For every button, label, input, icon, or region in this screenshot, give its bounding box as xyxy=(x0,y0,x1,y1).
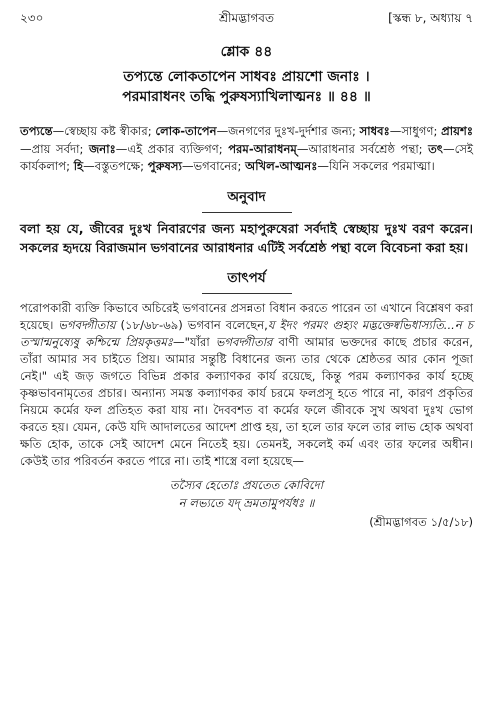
synonym-word: হি xyxy=(73,159,84,173)
purport-text-part: —"যাঁরা xyxy=(173,334,216,349)
synonym-item xyxy=(155,124,359,138)
running-header xyxy=(20,6,473,28)
word-for-word-synonyms xyxy=(20,123,473,176)
synonym-item xyxy=(74,159,148,173)
quote-line-1: তস্যৈব হেতোঃ প্রযতেত কোবিদো xyxy=(169,477,324,492)
synonym-word: পুরুষস্য xyxy=(147,159,182,173)
running-title: শ্রীমদ্ভাগবত xyxy=(218,11,274,25)
purport-text-part: (১৮/৬৮-৬৯) ভগবান বলেছেন, xyxy=(115,317,268,332)
verse-number: শ্লোক ৪৪ xyxy=(220,44,273,60)
translation-text: বলা হয় যে, জীবের দুঃখ নিবারণের জন্য মহাপুরুষেরা সর্বদাই স্বেচ্ছায় দুঃখ বরণ করেন। সকলের হৃদয়ে বিরাজমান ভগবানের আরাধনার এটিই সর্বশ্রেষ্ঠ পন্থা বলে বিবেচনা করা হয়। xyxy=(20,220,473,255)
verse-line-1: তপ্যন্তে লোকতাপেন সাধবঃ প্রায়শো জনাঃ । xyxy=(123,69,370,85)
synonym-word: তপ্যন্তে xyxy=(20,124,53,138)
quote-reference: (শ্রীমদ্ভাগবত ১/৫/১৮) xyxy=(369,514,473,529)
synonym-meaning: —যিনি সকলের পরমাত্মা। xyxy=(317,159,435,173)
canto-chapter-label: [স্কন্ধ ৮, অধ্যায় ৭ xyxy=(388,11,473,25)
purport-text-part: পরোপকারী ব্যক্তি কিভাবে অচিরেই ভগবানের প্রসন্নতা বিধান করতে পারেন তা এখানে বিশ্লেষণ করা হয়েছে। xyxy=(20,300,473,332)
synonym-item xyxy=(245,159,435,173)
purport-text xyxy=(20,300,473,470)
synonym-item xyxy=(360,124,442,138)
quote-line-2: ন লভ্যতে যদ্ ভ্রমতামুপর্যধঃ ॥ xyxy=(178,495,315,510)
synonym-meaning: —স্বেচ্ছায় কষ্ট স্বীকার; xyxy=(52,124,156,138)
synonym-word: সাধবঃ xyxy=(359,124,390,138)
synonym-word: পরম-আরাধনম্ xyxy=(228,141,297,156)
sanskrit-quotation: য ইদং পরমং গুহ্যং মদ্ভক্তেষ্বভিধাস্যতি...ন চ তস্মান্মনুষ্যেষু কশ্চিন্মে প্রিয়কৃত্তমঃ xyxy=(20,317,473,349)
synonym-word: তৎ xyxy=(428,141,444,156)
synonym-meaning: —সাধুগণ; xyxy=(389,124,442,138)
synonym-word: জনাঃ xyxy=(88,141,116,156)
page-number: ২৩০ xyxy=(20,11,44,25)
verse-text xyxy=(20,67,473,107)
synonym-meaning: —ভগবানের; xyxy=(181,159,246,173)
book-title-gita: ভগবদ্গীতার xyxy=(215,334,273,349)
synonym-item xyxy=(20,124,155,138)
heading-underline xyxy=(202,212,292,213)
synonym-item xyxy=(228,142,428,156)
purport-heading: তাৎপর্য xyxy=(227,269,266,286)
book-title-gita: ভগবদ্গীতায় xyxy=(58,317,116,332)
translation-heading: অনুবাদ xyxy=(227,188,266,205)
synonym-meaning: —প্রায় সর্বদা; xyxy=(20,141,89,156)
heading-underline xyxy=(202,293,292,294)
scripture-quote xyxy=(20,476,473,512)
synonym-word: প্রায়শঃ xyxy=(441,124,473,138)
synonym-meaning: —জনগণের দুঃখ-দুর্দশার জন্য; xyxy=(216,124,360,138)
synonym-word: লোক-তাপেন xyxy=(155,124,217,138)
synonym-meaning: —বস্তুতপক্ষে; xyxy=(83,159,148,173)
synonym-meaning: —সেই কার্যকলাপ; xyxy=(20,141,474,173)
synonym-item xyxy=(148,159,245,173)
synonym-meaning: —এই প্রকার ব্যক্তিগণ; xyxy=(115,141,229,156)
synonym-item xyxy=(89,142,228,156)
synonym-word: অখিল-আত্মনঃ xyxy=(245,159,318,173)
purport-text-part: বাণী আমার ভক্তদের কাছে প্রচার করেন, তাঁরা আমার সব চাইতে প্রিয়। আমার সন্তুষ্টি বিধানের জন্য তার থেকে শ্রেষ্ঠতর আর কোন পূজা নেই।" এই জড় জগতে বিভিন্ন প্রকার কল্যাণকর কার্য রয়েছে, কিন্তু পরম কল্যাণকর কার্য হচ্ছে কৃষ্ণভাবনামৃতের প্রচার। অন্যান্য সমস্ত কল্যাণকর কার্য চরমে ফলপ্রসূ হতে পারে না, কারণ প্রকৃতির নিয়মে কর্মের ফল প্রতিহত করা যায় না। দৈববশত বা কর্মের ফলে জীবকে সুখ অথবা দুঃখ ভোগ করতে হয়। যেমন, কেউ যদি আদালতের আদেশ প্রাপ্ত হয়, তা হলে তার ফলে তার লাভ হোক অথবা ক্ষতি হোক, তাকে সেই আদেশ মেনে নিতেই হয়। তেমনই, সকলেই কর্ম এবং তার ফলের অধীন। কেউই তার পরিবর্তন করতে পারে না। তাই শাস্ত্রে বলা হয়েছে— xyxy=(20,334,473,468)
verse-line-2: পরমারাধনং তদ্ধি পুরুষস্যাখিলাত্মনঃ ॥ ৪৪ ॥ xyxy=(122,89,371,105)
synonym-meaning: —আরাধনার সর্বশ্রেষ্ঠ পন্থা; xyxy=(296,141,429,156)
